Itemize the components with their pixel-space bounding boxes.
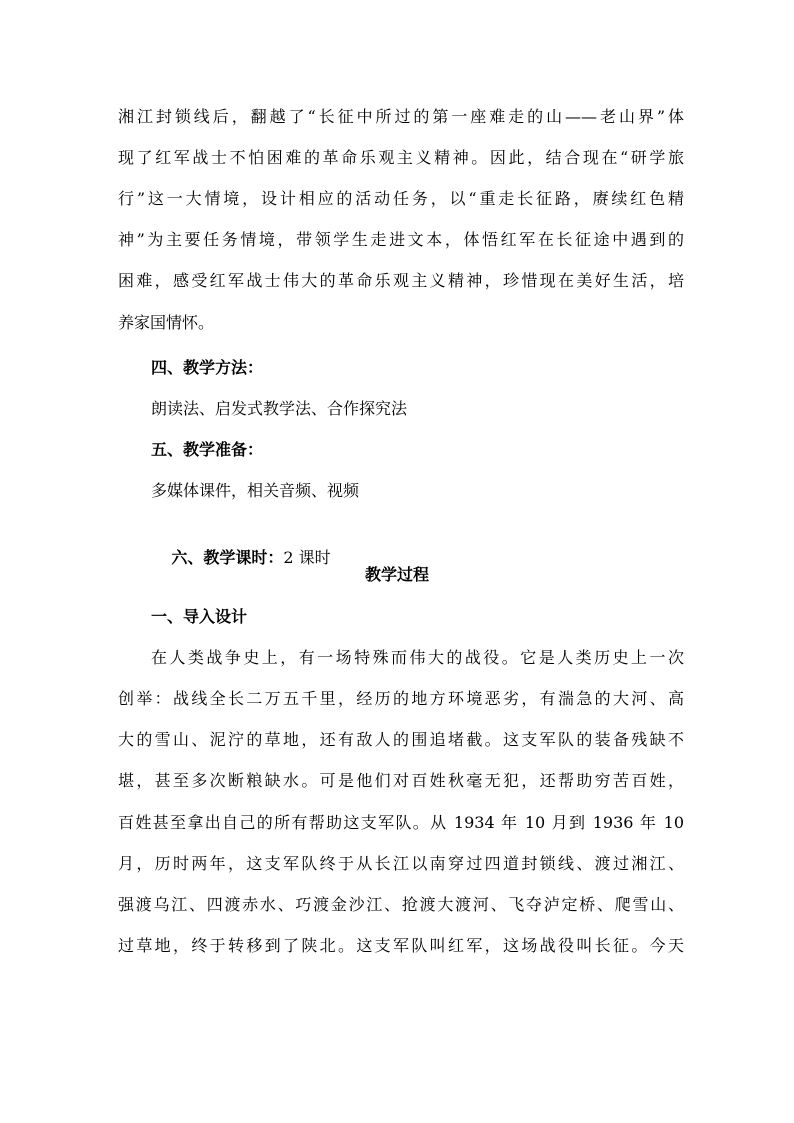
subsection-1-line-8: 过草地，终于转移到了陕北。这支军队叫红军，这场战役叫长征。今天: [118, 936, 684, 955]
section-6-row: [151, 519, 551, 567]
subsection-1-line-7: 强渡乌江、四渡赤水、巧渡金沙江、抢渡大渡河、飞夺泸定桥、爬雪山、: [118, 895, 684, 914]
section-5-heading: 五、教学准备：: [151, 440, 264, 459]
paragraph-1-line-1: 湘江封锁线后，翻越了“长征中所过的第一座难走的山——老山界”体: [118, 107, 684, 126]
section-6-value: 2 课时: [283, 548, 331, 567]
paragraph-1-line-3: 行”这一大情境，设计相应的活动任务，以“重走长征路，赓续红色精: [118, 189, 684, 208]
section-6-heading: 六、教学课时：: [171, 548, 284, 567]
process-title: 教学过程: [364, 565, 429, 584]
subsection-1-line-4: 堪，甚至多次断粮缺水。可是他们对百姓秋毫无犯，还帮助穷苦百姓，: [118, 771, 684, 790]
paragraph-1-line-4: 神”为主要任务情境，带领学生走进文本，体悟红军在长征途中遇到的: [118, 230, 684, 249]
paragraph-1-line-2: 现了红军战士不怕困难的革命乐观主义精神。因此，结合现在“研学旅: [118, 148, 684, 167]
subsection-1-line-5: 百姓甚至拿出自己的所有帮助这支军队。从 1934 年 10 月到 1936 年 10: [118, 813, 684, 832]
section-4-heading: 四、教学方法：: [151, 358, 264, 377]
subsection-1-line-2: 创举：战线全长二万五千里，经历的地方环境恶劣，有湍急的大河、高: [118, 689, 684, 708]
subsection-1-line-6: 月，历时两年，这支军队终于从长江以南穿过四道封锁线、渡过湘江、: [118, 854, 684, 873]
paragraph-1-line-5: 困难，感受红军战士伟大的革命乐观主义精神，珍惜现在美好生活，培: [118, 271, 684, 290]
subsection-1-heading: 一、导入设计: [151, 607, 248, 626]
section-4-content: 朗读法、启发式教学法、合作探究法: [151, 399, 408, 418]
paragraph-1-line-6: 养家国情怀。: [118, 313, 215, 332]
subsection-1-line-3: 大的雪山、泥泞的草地，还有敌人的围追堵截。这支军队的装备残缺不: [118, 730, 684, 749]
section-5-content: 多媒体课件，相关音频、视频: [151, 481, 360, 500]
subsection-1-line-1: 在人类战争史上，有一场特殊而伟大的战役。它是人类历史上一次: [151, 648, 684, 667]
